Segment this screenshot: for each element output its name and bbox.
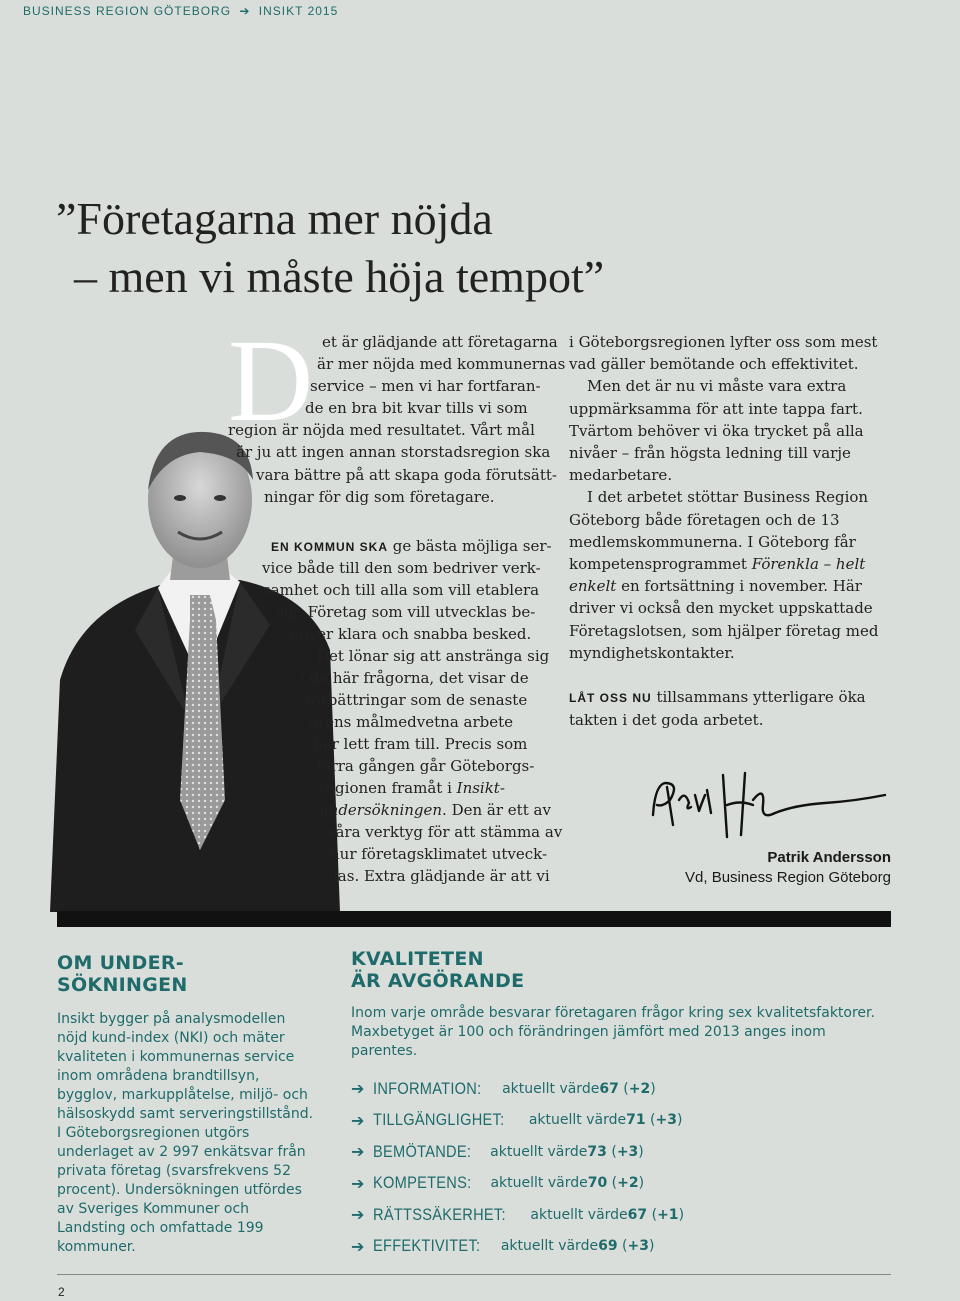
list-item: ➔ BEMÖTANDE: aktuellt värde 73 ( +3 ): [351, 1141, 644, 1162]
arrow-right-icon: ➔: [351, 1110, 365, 1130]
kvalitet-title: KVALITETEN ÄR AVGÖRANDE: [351, 948, 525, 992]
drop-cap: D: [228, 315, 314, 446]
header-publisher: BUSINESS REGION GÖTEBORG: [23, 4, 232, 18]
kvalitet-intro: Inom varje område besvarar företagaren frågor kring sex kvalitetsfaktorer. Maxbetyget är 100 och förändringen jämfört med 2013 anges inom parentes.: [351, 1005, 875, 1059]
arrow-right-icon: ➔: [351, 1236, 365, 1256]
intro-line: vara bättre på att skapa goda förutsätt-: [256, 466, 557, 484]
section-divider: [57, 911, 891, 927]
running-header: [23, 4, 338, 18]
header-publication: INSIKT 2015: [258, 4, 339, 18]
list-item: ➔ TILLGÄNGLIGHET: aktuellt värde 71 ( +3 ): [351, 1110, 683, 1130]
middle-line: årens målmedvetna arbete: [309, 713, 514, 731]
list-item: ➔ INFORMATION: aktuellt värde 67 ( +2 ): [351, 1078, 656, 1099]
intro-line: region är nöjda med resultatet. Vårt mål: [228, 421, 535, 439]
middle-line: . Den är ett av: [442, 801, 551, 819]
arrow-right-icon: ➔: [351, 1205, 365, 1225]
list-item: ➔ KOMPETENS: aktuellt värde 70 ( +2 ): [351, 1173, 645, 1193]
arrow-right-icon: ➔: [239, 4, 251, 18]
right-paragraph: i Göteborgsregionen lyfter oss som mest vad gäller bemötande och effektivitet.: [569, 333, 878, 374]
middle-line: förbättringar som de senaste: [306, 691, 528, 709]
signature-name: Patrik Andersson: [767, 849, 891, 866]
quality-factor-list: [351, 1073, 684, 1262]
middle-line: sig. Företag som vill utvecklas be-: [276, 603, 536, 621]
right-column: [569, 331, 889, 731]
intro-line: är mer nöjda med kommunernas: [317, 355, 566, 373]
right-paragraph: LÅT OSS NU tillsammans ytterligare öka takten i det goda arbetet.: [569, 688, 866, 730]
right-paragraph: I det arbetet stöttar Business Region Göteborg både företagen och de 13 medlemskommunerna. I Göteborg får kompetensprogrammet Förenkla – helt enkelt en fortsättning i november. Här driver vi också den mycket uppskattade Företagslotsen, som hjälper företag med myndighetskontakter.: [569, 488, 879, 662]
middle-line: våra verktyg för att stämma av: [327, 823, 563, 841]
title-line-2: – men vi måste höja tempot”: [74, 251, 605, 302]
footer-divider: [57, 1274, 891, 1275]
intro-line: et är glädjande att företagarna: [322, 333, 558, 351]
middle-line: förra gången går Göteborgs-: [316, 757, 535, 775]
signature-role: Vd, Business Region Göteborg: [685, 869, 891, 886]
italic-program-name: Förenkla – helt enkelt: [569, 555, 866, 596]
page-number: 2: [58, 1285, 65, 1299]
middle-line: höver klara och snabba besked.: [290, 625, 532, 643]
om-title: OM UNDER- SÖKNINGEN: [57, 952, 188, 996]
arrow-right-icon: ➔: [351, 1142, 365, 1162]
middle-line: i de här frågorna, det visar de: [300, 669, 529, 687]
middle-line: vice både till den som bedriver verk-: [262, 559, 541, 577]
handwritten-signature: [645, 765, 895, 845]
om-body: Insikt bygger på analysmodellen nöjd kund-index (NKI) och mäter kvaliteten i kommunernas service inom områdena brandtillsyn, bygglov, markupplåtelse, miljö- och hälsoskydd samt serveringstillstånd. I Göteborgsregionen utgörs underlaget av 2 997 enkätsvar från privata företag (svarsfrekvens 52 procent). Undersökningen utfördes av Sveriges Kommuner och Landsting och omfattade 199 kommuner.: [57, 1011, 314, 1255]
middle-line: hur företagsklimatet utveck-: [330, 845, 548, 863]
arrow-right-icon: ➔: [351, 1079, 365, 1099]
lead-in: EN KOMMUN SKA: [271, 540, 388, 554]
list-item: ➔ RÄTTSSÄKERHET: aktuellt värde 67 ( +1 ): [351, 1204, 685, 1225]
arrow-right-icon: ➔: [351, 1173, 365, 1193]
italic-insikt: Insikt-: [456, 779, 505, 797]
middle-line: regionen framåt i: [319, 779, 457, 797]
intro-line: service – men vi har fortfaran-: [310, 377, 541, 395]
intro-line: är ju att ingen annan storstadsregion ska: [236, 443, 551, 461]
right-paragraph: Men det är nu vi måste vara extra uppmärksamma för att inte tappa fart. Tvärtom behöver vi öka trycket på alla nivåer – från högsta ledning till varje medarbetare.: [569, 377, 864, 485]
middle-line: samhet och till alla som vill etablera: [263, 581, 540, 599]
middle-line: har lett fram till. Precis som: [313, 735, 528, 753]
middle-line: ge bästa möjliga ser-: [388, 537, 552, 555]
lead-in: LÅT OSS NU: [569, 691, 652, 706]
intro-line: de en bra bit kvar tills vi som: [305, 399, 528, 417]
page-title: [56, 190, 604, 306]
italic-undersokningen: undersökningen: [319, 801, 443, 819]
title-line-1: ”Företagarna mer nöjda: [56, 193, 493, 244]
intro-line: ningar för dig som företagare.: [264, 488, 495, 506]
list-item: ➔ EFFEKTIVITET: aktuellt värde 69 ( +3 ): [351, 1236, 655, 1256]
middle-line: las. Extra glädjande är att vi: [333, 867, 550, 885]
middle-line: Det lönar sig att anstränga sig: [317, 647, 550, 665]
